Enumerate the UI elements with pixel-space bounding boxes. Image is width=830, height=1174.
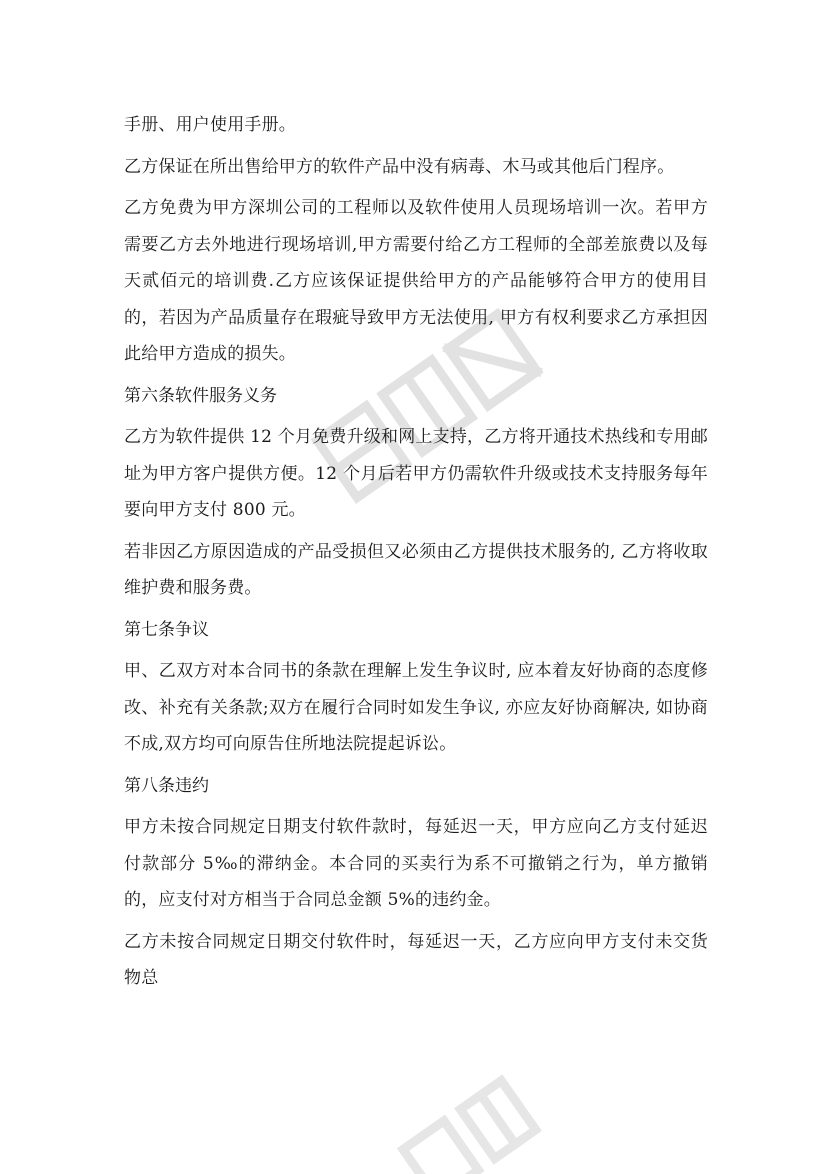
paragraph-late-delivery: 乙方未按合同规定日期交付软件时，每延迟一天，乙方应向甲方支付未交货物总 <box>124 931 708 988</box>
section-heading-8: 第八条违约 <box>124 775 209 796</box>
paragraph-late-payment: 甲方未按合同规定日期支付软件款时，每延迟一天，甲方应向乙方支付延迟付款部分 5‰的滞纳金。本合同的买卖行为系不可撤销之行为，单方撤销的，应支付对方相当于合同总金额 5%的违约金。 <box>124 817 708 910</box>
paragraph-training: 乙方免费为甲方深圳公司的工程师以及软件使用人员现场培训一次。若甲方需要乙方去外地进行现场培训,甲方需要付给乙方工程师的全部差旅费以及每天贰佰元的培训费.乙方应该保证提供给甲方的产品能够符合甲方的使用目的，若因为产品质量存在瑕疵导致甲方无法使用, 甲方有权利要求乙方承担因此给甲方造成的损失。 <box>124 198 708 364</box>
document-body <box>124 107 708 1002</box>
paragraph-virus-guarantee: 乙方保证在所出售给甲方的软件产品中没有病毒、木马或其他后门程序。 <box>124 156 675 177</box>
section-heading-6: 第六条软件服务义务 <box>124 385 277 406</box>
paragraph-dispute: 甲、乙双方对本合同书的条款在理解上发生争议时, 应本着友好协商的态度修改、补充有关条款;双方在履行合同时如发生争议, 亦应友好协商解决, 如协商不成,双方均可向原告住所地法院提起诉讼。 <box>124 661 708 754</box>
watermark-logo-bottom <box>380 1040 580 1174</box>
paragraph-service-support: 乙方为软件提供 12 个月免费升级和网上支持，乙方将开通技术热线和专用邮址为甲方客户提供方便。12 个月后若甲方仍需软件升级或技术支持服务每年要向甲方支付 800 元。 <box>124 427 708 520</box>
section-heading-7: 第七条争议 <box>124 619 209 640</box>
paragraph-manual: 手册、用户使用手册。 <box>124 115 296 135</box>
paragraph-maintenance-fee: 若非因乙方原因造成的产品受损但又必须由乙方提供技术服务的, 乙方将收取维护费和服务费。 <box>124 541 708 598</box>
